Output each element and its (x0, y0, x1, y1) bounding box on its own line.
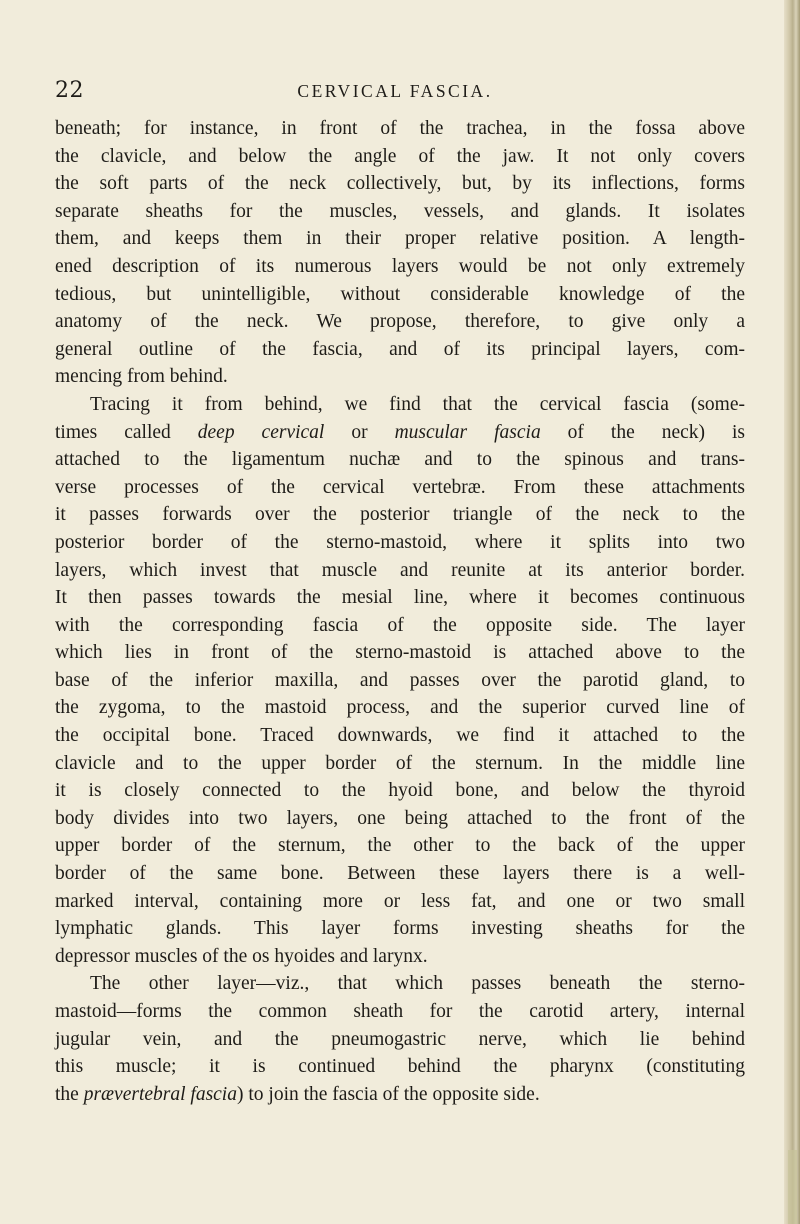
text-line-with-italics (55, 1081, 745, 1109)
italic-term-muscular-fascia: muscular fascia (394, 421, 541, 443)
italic-term-praevertebral-fascia: prævertebral fascia (83, 1083, 237, 1105)
text-line: It then passes towards the mesial line, where it becomes continuous (55, 587, 745, 609)
text-line: clavicle and to the upper border of the sternum. In the middle line (55, 752, 745, 774)
italic-term-deep-cervical: deep cervical (197, 421, 325, 443)
text-line: marked interval, containing more or less fat, and one or two small (55, 890, 745, 912)
text-line: the soft parts of the neck collectively, but, by its inflections, forms (55, 173, 745, 195)
text-line: the clavicle, and below the angle of the jaw. It not only covers (55, 145, 745, 167)
text-span: times called (55, 421, 198, 443)
text-line: base of the inferior maxilla, and passes over the parotid gland, to (55, 669, 745, 691)
text-line: upper border of the sternum, the other to the back of the upper (55, 835, 745, 857)
text-line: verse processes of the cervical vertebræ. From these attachments (55, 476, 745, 498)
text-line: layers, which invest that muscle and reunite at its anterior border. (55, 559, 745, 581)
text-line: attached to the ligamentum nuchæ and to the spinous and trans- (55, 449, 745, 471)
text-line: which lies in front of the sterno-mastoid is attached above to the (55, 642, 745, 664)
page-edge-mark (788, 1150, 797, 1224)
text-line: it passes forwards over the posterior triangle of the neck to the (55, 504, 745, 526)
paragraph-start-line: Tracing it from behind, we find that the cervical fascia (some- (90, 393, 745, 415)
text-line: anatomy of the neck. We propose, therefore, to give only a (55, 311, 745, 333)
text-span: the (55, 1083, 84, 1105)
page-number: 22 (55, 78, 84, 103)
text-line: this muscle; it is continued behind the pharynx (constituting (55, 1056, 745, 1078)
text-line: beneath; for instance, in front of the trachea, in the fossa above (55, 118, 745, 139)
text-line-with-italics (55, 419, 745, 447)
text-line: border of the same bone. Between these layers there is a well- (55, 863, 745, 885)
text-line: it is closely connected to the hyoid bone, and below the thyroid (55, 780, 745, 802)
text-line: jugular vein, and the pneumogastric nerve, which lie behind (55, 1028, 745, 1050)
paragraph-start-line: The other layer—viz., that which passes beneath the sterno- (90, 973, 745, 995)
text-span: of the neck) is (540, 421, 745, 443)
body-text (55, 115, 745, 1108)
text-line: separate sheaths for the muscles, vessels, and glands. It isolates (55, 200, 745, 222)
text-line: the zygoma, to the mastoid process, and the superior curved line of (55, 697, 745, 719)
text-line: tedious, but unintelligible, without considerable knowledge of the (55, 283, 745, 305)
text-span: ) to join the fascia of the opposite side. (236, 1083, 540, 1105)
text-line: depressor muscles of the os hyoides and larynx. (55, 945, 428, 967)
page-edge-shadow (784, 0, 800, 1224)
text-line: general outline of the fascia, and of its principal layers, com- (55, 338, 745, 360)
text-line: with the corresponding fascia of the opposite side. The layer (55, 614, 745, 636)
text-span: or (324, 421, 395, 443)
text-line: the occipital bone. Traced downwards, we find it attached to the (55, 725, 745, 747)
page-header (0, 78, 790, 106)
text-line: mastoid—forms the common sheath for the carotid artery, internal (55, 1001, 745, 1022)
text-line: lymphatic glands. This layer forms investing sheaths for the (55, 918, 745, 940)
text-line: posterior border of the sterno-mastoid, where it splits into two (55, 531, 745, 553)
text-line: mencing from behind. (55, 366, 228, 388)
running-head: CERVICAL FASCIA. (297, 81, 493, 101)
text-line: ened description of its numerous layers would be not only extremely (55, 255, 745, 277)
text-line: body divides into two layers, one being attached to the front of the (55, 807, 745, 829)
text-line: them, and keeps them in their proper relative position. A length- (55, 228, 745, 250)
